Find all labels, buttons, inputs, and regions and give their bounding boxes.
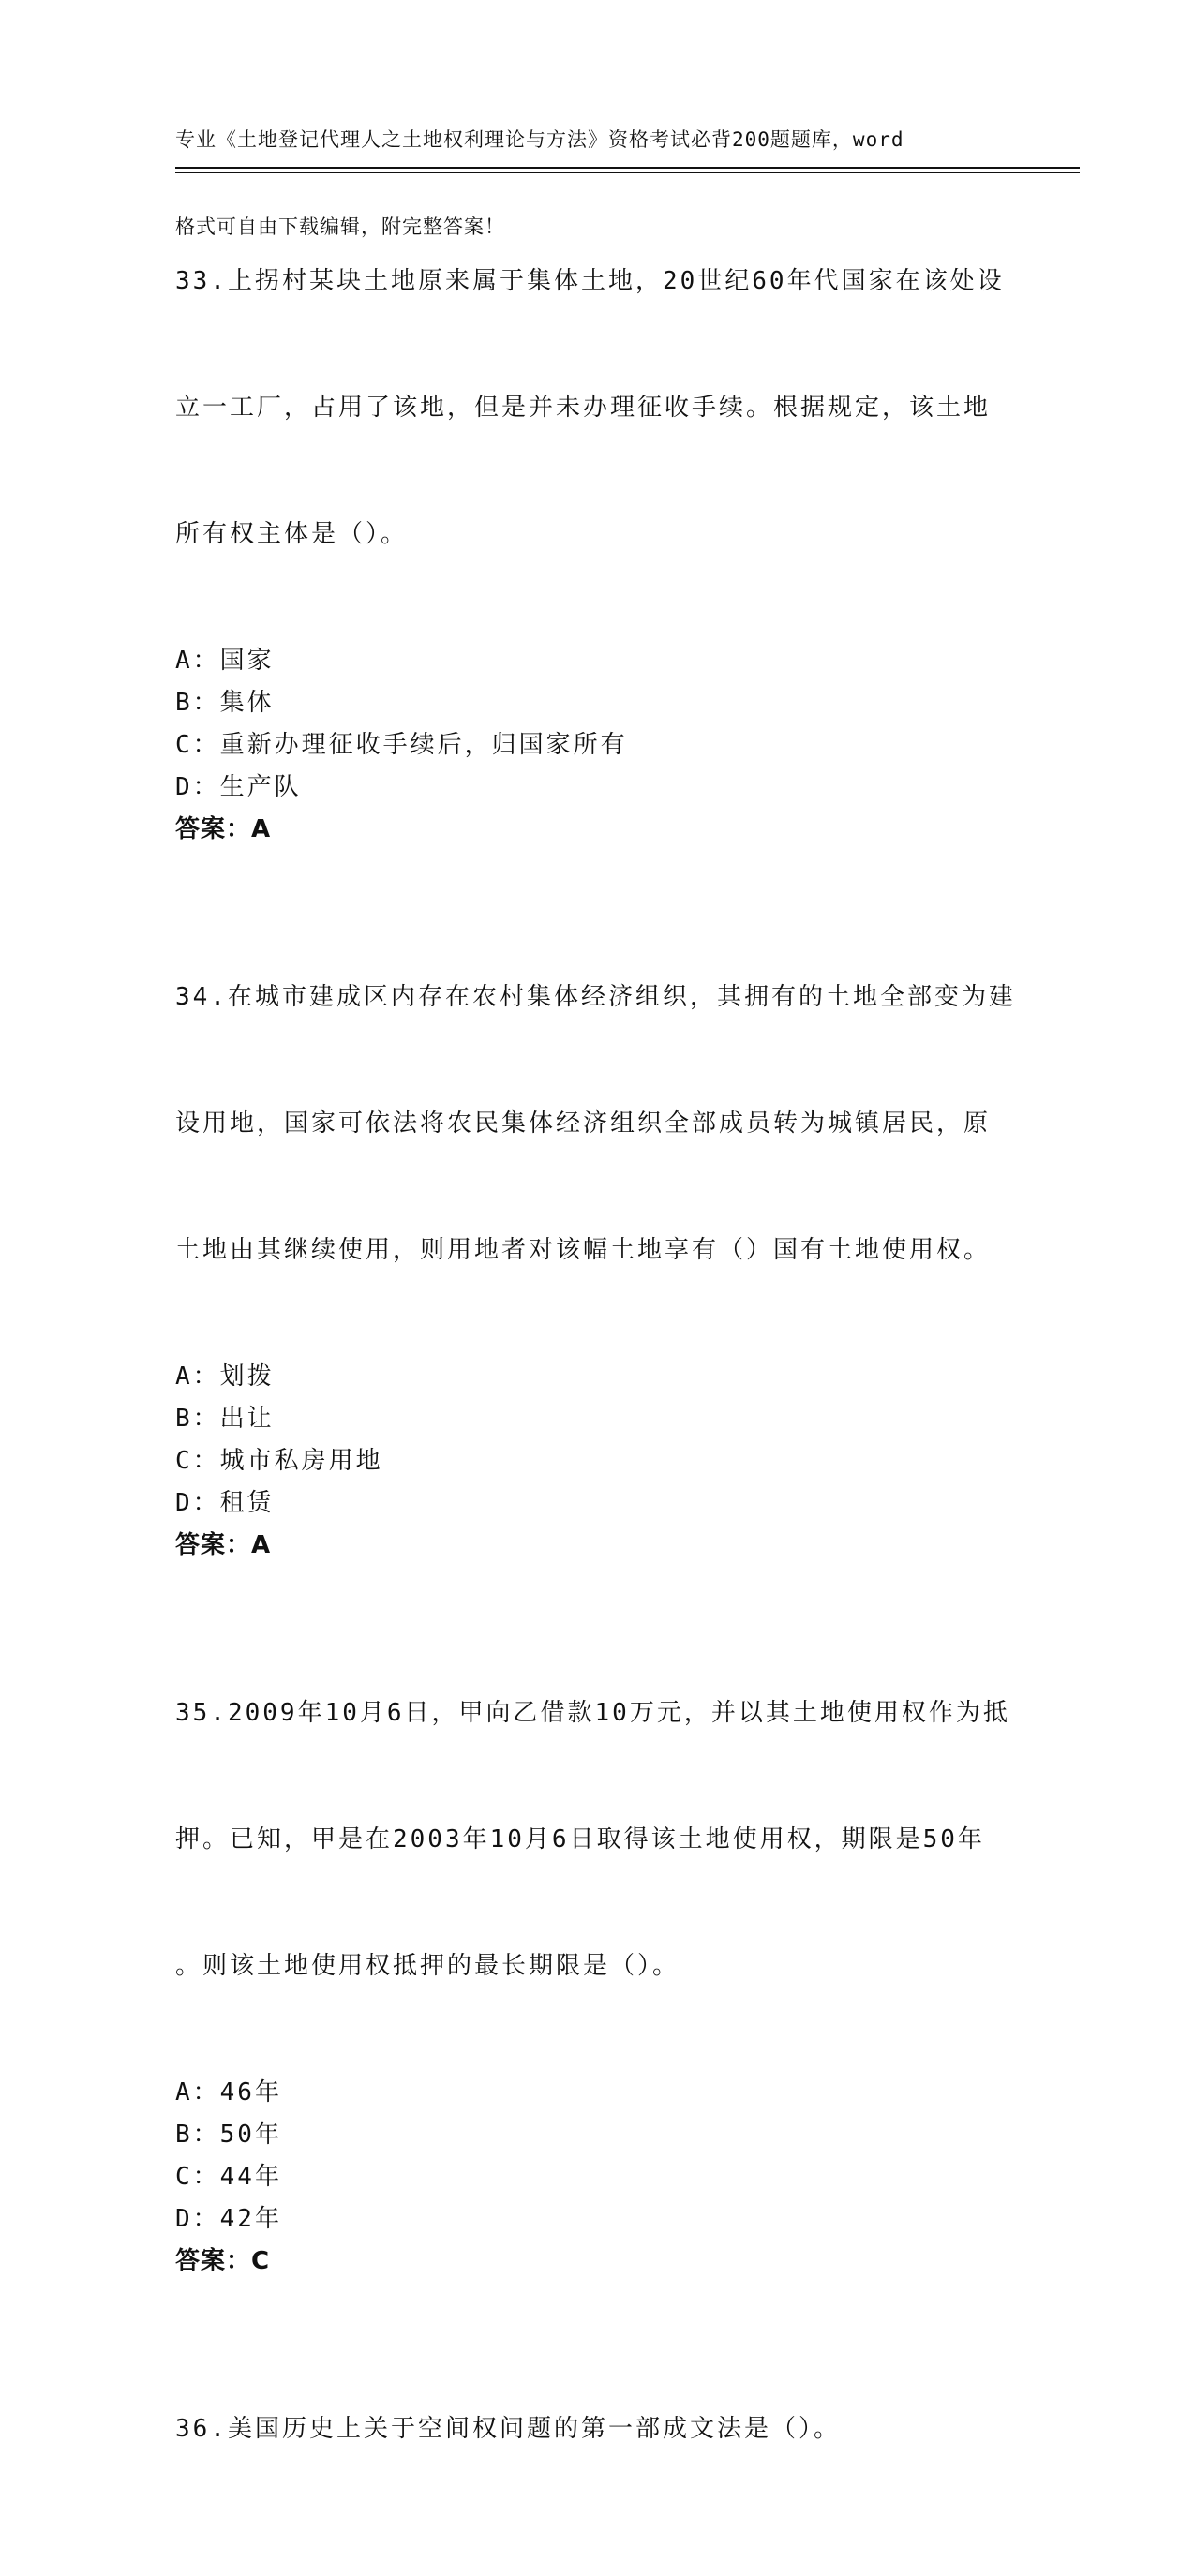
question-34 bbox=[175, 892, 1019, 1567]
option-b: B：出让 bbox=[175, 1405, 275, 1433]
header-divider-thin bbox=[175, 172, 1080, 173]
question-stem bbox=[175, 176, 1019, 640]
question-list bbox=[175, 176, 1019, 2576]
option-list bbox=[175, 640, 1019, 809]
stem-line: 34.在城市建成区内存在农村集体经济组织，其拥有的土地全部变为建 bbox=[175, 983, 1016, 1011]
option-d: D：生产队 bbox=[175, 773, 302, 801]
question-stem bbox=[175, 2324, 1019, 2535]
stem-line: 设用地，国家可依法将农民集体经济组织全部成员转为城镇居民，原 bbox=[175, 1109, 992, 1138]
option-c: C：重新办理征收手续后，归国家所有 bbox=[175, 731, 628, 759]
stem-line: 33.上拐村某块土地原来属于集体土地，20世纪60年代国家在该处设 bbox=[175, 267, 1005, 295]
answer-line: 答案：A bbox=[175, 1531, 272, 1559]
stem-line: 。则该土地使用权抵押的最长期限是（）。 bbox=[175, 1952, 680, 1980]
option-list bbox=[175, 1356, 1019, 1525]
stem-line: 立一工厂，占用了该地，但是并未办理征收手续。根据规定，该土地 bbox=[175, 394, 992, 422]
answer-line: 答案：C bbox=[175, 2247, 271, 2275]
header-divider-thick bbox=[175, 167, 1080, 169]
question-33 bbox=[175, 176, 1019, 851]
stem-line: 押。已知，甲是在2003年10月6日取得该土地使用权，期限是50年 bbox=[175, 1825, 985, 1854]
option-d: D：租赁 bbox=[175, 1489, 275, 1517]
stem-line: 所有权主体是（）。 bbox=[175, 520, 409, 548]
question-36 bbox=[175, 2324, 1019, 2535]
option-c: C：城市私房用地 bbox=[175, 1447, 383, 1475]
answer-line: 答案：A bbox=[175, 815, 272, 843]
option-b: B：50年 bbox=[175, 2121, 282, 2149]
option-a: A：划拨 bbox=[175, 1362, 275, 1391]
stem-line: 土地由其继续使用，则用地者对该幅土地享有（）国有土地使用权。 bbox=[175, 1236, 992, 1264]
header-line-1: 专业《土地登记代理人之土地权利理论与方法》资格考试必背200题题库，word bbox=[175, 128, 904, 151]
stem-line: 35.2009年10月6日，甲向乙借款10万元，并以其土地使用权作为抵 bbox=[175, 1699, 1010, 1727]
option-b: B：集体 bbox=[175, 689, 275, 717]
option-a: A：46年 bbox=[175, 2078, 282, 2107]
option-c: C：44年 bbox=[175, 2163, 282, 2191]
stem-line: 36.美国历史上关于空间权问题的第一部成文法是（）。 bbox=[175, 2415, 841, 2443]
question-35 bbox=[175, 1608, 1019, 2283]
option-a: A：国家 bbox=[175, 647, 275, 675]
option-list bbox=[175, 2072, 1019, 2241]
question-stem bbox=[175, 1608, 1019, 2072]
question-stem bbox=[175, 892, 1019, 1356]
option-d: D：42年 bbox=[175, 2205, 282, 2233]
header-line-2: 格式可自由下载编辑，附完整答案！ bbox=[175, 216, 505, 238]
